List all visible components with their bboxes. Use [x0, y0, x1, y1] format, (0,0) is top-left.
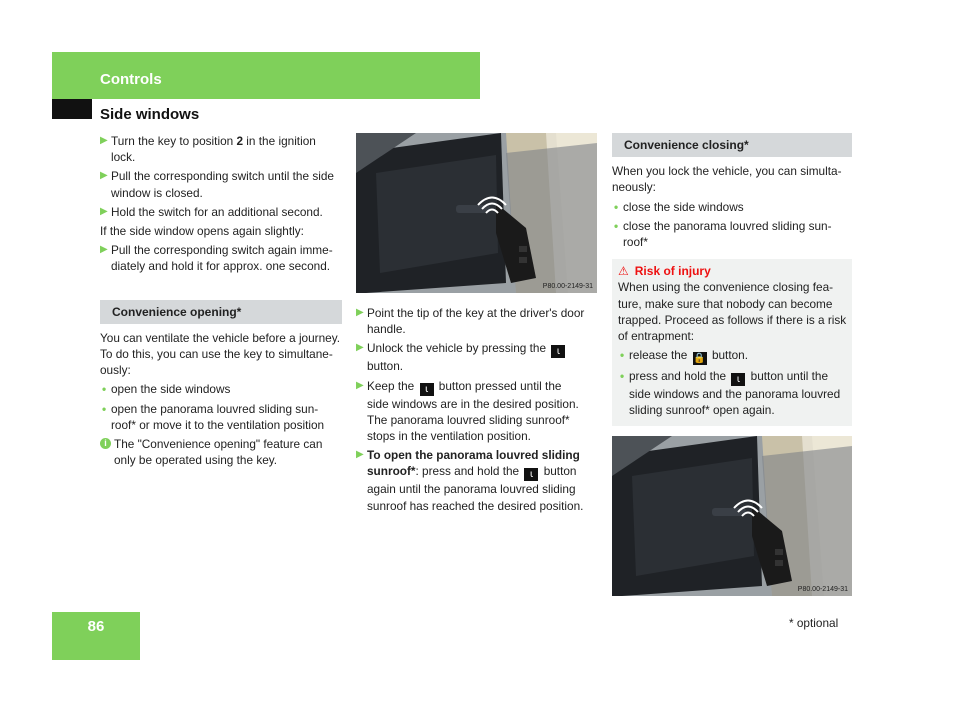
list-item: • open the panorama louvred sliding sun- roof* or move it to the ventilation position	[102, 401, 325, 432]
warning-box	[612, 259, 852, 425]
bullet-arrow-icon: ▶	[356, 307, 364, 318]
step-item: ▶ Pull the corresponding switch until the side window is closed.	[100, 169, 334, 200]
lock-closed-icon: 🔒	[693, 353, 706, 365]
step-item: ▶ Keep the ⍳ button pressed until the side windows are in the desired position. The panorama louvred sliding sunroof* stops in the ventilation position.	[356, 378, 579, 444]
warning-text: When using the convenience closing fea- ture, make sure that nobody can become trapped. Proceed as follows if there is a risk of entrapment:	[618, 280, 847, 344]
bullet-arrow-icon: ▶	[356, 449, 364, 461]
door-key-photo	[356, 133, 597, 293]
lock-open-icon: ⍳	[731, 373, 745, 386]
lock-open-icon: ⍳	[420, 383, 434, 396]
bullet-arrow-icon: ▶	[100, 135, 108, 146]
step-item: ▶ To open the panorama louvred sliding sunroof*: press and hold the ⍳ button again until the panorama louvred sliding sunroof has reached the desired position.	[356, 448, 584, 513]
page-number: 86	[87, 618, 105, 635]
column-1	[100, 133, 342, 471]
list-item: • close the panorama louvred sliding sun- roof*	[614, 218, 832, 250]
lock-open-icon: ⍳	[551, 345, 565, 358]
column-3	[612, 133, 852, 426]
step-item: ▶ Turn the key to position 2 in the ignition lock.	[100, 134, 316, 165]
list-item: • release the 🔒 button.	[620, 348, 749, 365]
bullet-arrow-icon: ▶	[356, 379, 364, 391]
info-icon: i	[100, 438, 111, 449]
warning-title: Risk of injury	[634, 264, 711, 279]
list-item: • close the side windows	[614, 199, 744, 214]
door-key-photo-2	[612, 436, 852, 596]
column-2	[356, 305, 600, 517]
footnote: * optional	[789, 616, 839, 630]
step-item: ▶ Pull the corresponding switch again imme- diately and hold it for approx. one second.	[100, 243, 333, 274]
step-item: ▶ Unlock the vehicle by pressing the ⍳ button.	[356, 340, 600, 374]
convenience-closing-heading: Convenience closing*	[612, 133, 852, 157]
bullet-arrow-icon: ▶	[100, 170, 108, 182]
bullet-arrow-icon: ▶	[100, 244, 108, 256]
photo-code: P80.00-2149-31	[542, 283, 593, 290]
bullet-arrow-icon: ▶	[356, 342, 364, 354]
list-item: • open the side windows	[102, 382, 231, 397]
convenience-opening-heading: Convenience opening*	[100, 300, 342, 324]
section-title: Side windows	[100, 106, 200, 123]
step-item: ▶ Hold the switch for an additional second.	[100, 204, 323, 219]
photo-code: P80.00-2149-31	[797, 586, 848, 593]
bullet-arrow-icon: ▶	[100, 205, 108, 217]
chapter-title: Controls	[100, 71, 162, 88]
info-note: i The "Convenience opening" feature can only be operated using the key.	[100, 436, 342, 468]
paragraph: When you lock the vehicle, you can simulta- neously:	[612, 164, 842, 195]
lock-open-icon: ⍳	[524, 468, 538, 481]
warning-triangle-icon: ⚠	[618, 264, 629, 279]
list-item: • press and hold the ⍳ button until the side windows and the panorama louvred sliding sunroof* open again.	[620, 369, 841, 418]
paragraph: If the side window opens again slightly:	[100, 224, 304, 239]
paragraph: You can ventilate the vehicle before a journey. To do this, you can use the key to simultane- ously:	[100, 330, 341, 378]
step-item: ▶ Point the tip of the key at the driver's door handle.	[356, 306, 585, 337]
section-marker	[52, 99, 92, 119]
